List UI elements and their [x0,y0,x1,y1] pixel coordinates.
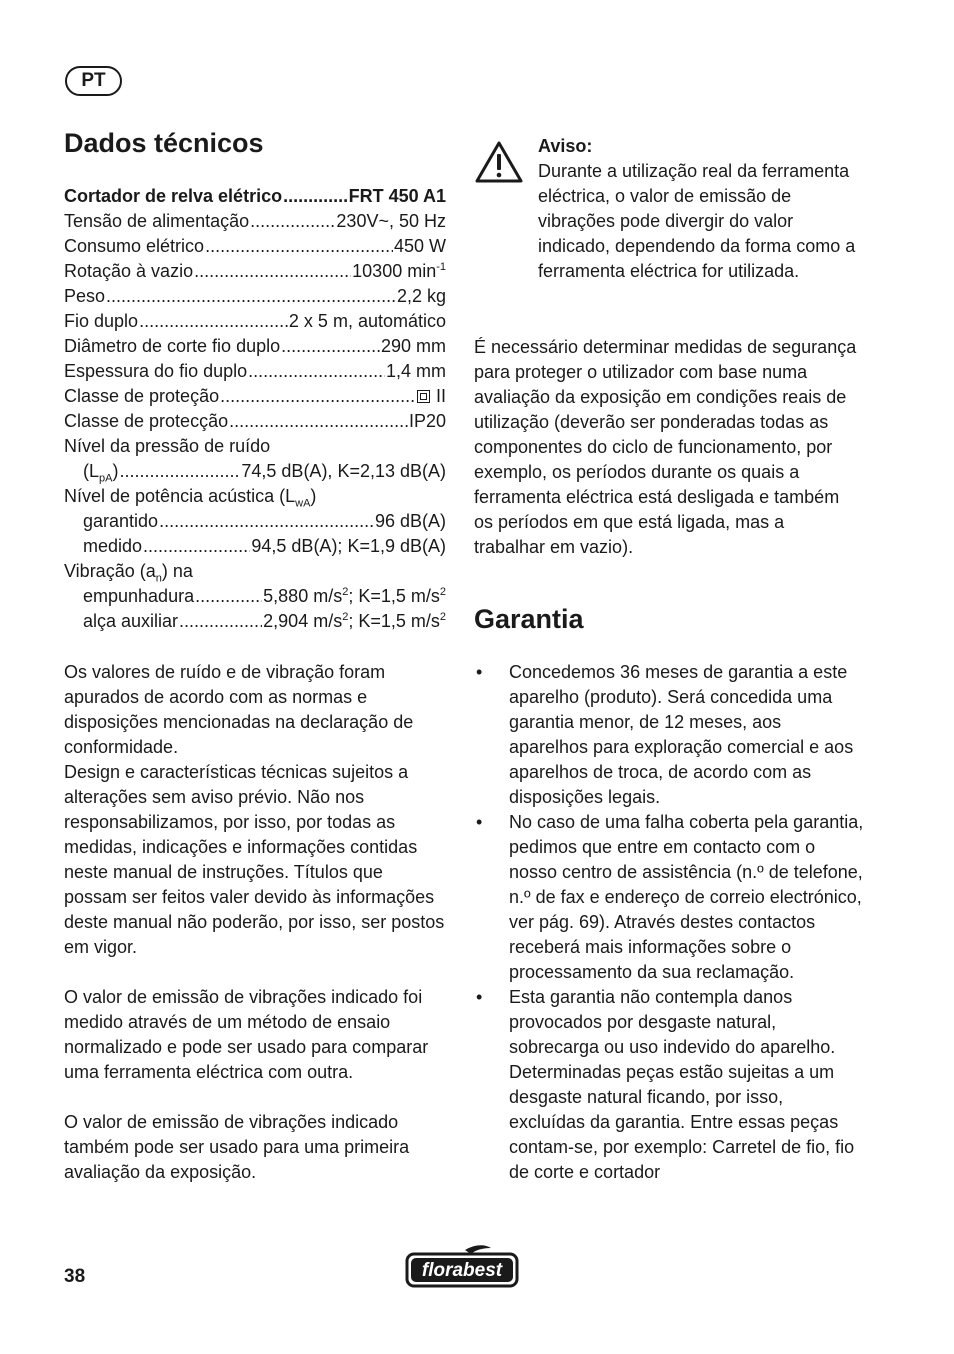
spec-row-thickness [64,359,446,384]
paragraph-design-changes: Design e características técnicas sujeitos a alterações sem aviso prévio. Não nos responsabilizamos, por isso, por todas as medidas, indicações e informações contidas neste manual de instruções. Títulos que possam ser feitos valer devido às informações deste manual não poderão, por isso, ser postos em vigor. [64,762,445,957]
spec-label: $(L_{pA})$ [83,461,119,485]
spec-label: Classe de proteção [64,386,220,406]
spec-label: Consumo elétrico [64,236,205,256]
spec-row-ip-class [64,409,446,434]
language-badge: PT [65,66,122,96]
spec-row-product [64,184,446,209]
spec-row-handle [64,584,446,609]
warning-triangle-icon [474,140,524,184]
spec-row-aux-handle [64,609,446,634]
paragraph-vibration-emission: O valor de emissão de vibrações indicado foi medido através de um método de ensaio normalizado e pode ser usado para comparar uma ferramenta eléctrica com outra. [64,987,429,1082]
spec-label: Tensão de alimentação [64,211,250,231]
spec-value: 2 x 5 m, automático [288,311,446,331]
list-item: • No caso de uma falha coberta pela garantia, pedimos que entre em contacto com o nosso centro de assistência (n.º de telefone, n.º de fax e endereço de correio electrónico, ver pág. 69). Através destes contactos receberá mais informações sobre o processamento da sua reclamação. [476,812,864,982]
paragraph-vibration-exposure: O valor de emissão de vibrações indicado também pode ser usado para uma primeira avaliação da exposição. [64,1112,410,1182]
spec-row-weight [64,284,446,309]
spec-list [64,184,446,634]
spec-heading-sound-power: Nível de potência acústica $(L_{wA})$ [64,486,317,510]
protection-class-ii-icon [417,390,430,403]
spec-label: Fio duplo [64,311,139,331]
list-item: • Esta garantia não contempla danos provocados por desgaste natural, sobrecarga ou uso indevido do aparelho. Determinadas peças estão sujeitas a um desgaste natural ficando, por isso, excluídas da garantia. Entre essas peças contam-se, por exemplo: Carretel de fio, fio de corte e cortador [476,987,855,1182]
spec-label: empunhadura [83,586,195,606]
warranty-title: Garantia [474,604,584,634]
spec-label: Diâmetro de corte fio duplo [64,336,281,356]
spec-value: 10300 $\min^{-1}$ [352,261,446,281]
spec-value: 94,5 dB(A); K=1,9 dB(A) [251,536,446,556]
spec-value: 2,904 $m/s^2$; K=1,5 $m/s^2$ [263,611,446,631]
spec-value: II [417,384,446,409]
spec-label: Classe de protecção [64,411,229,431]
spec-heading-sound-pressure: Nível da pressão de ruído [64,436,271,456]
spec-label: medido [83,536,143,556]
bullet-icon: • [476,662,483,682]
spec-value: 5,880 $m/s^2$; K=1,5 $m/s^2$ [263,586,446,606]
florabest-logo [405,1244,519,1290]
spec-label: Cortador de relva elétrico [64,186,283,206]
spec-row-protection-class [64,384,446,409]
warning-text: Durante a utilização real da ferramenta eléctrica, o valor de emissão de vibrações pode divergir do valor indicado, dependendo da forma como a ferramenta eléctrica for utilizada. [538,161,856,281]
spec-value: 96 dB(A) [374,511,446,531]
spec-value: 74,5 dB(A), K=2,13 dB(A) [241,461,446,481]
spec-row-power [64,234,446,259]
spec-label: garantido [83,511,159,531]
spec-row-speed [64,259,446,284]
spec-value: 230V~, 50 Hz [336,211,446,231]
spec-value: IP20 [408,411,446,431]
spec-value: 2,2 kg [396,286,446,306]
list-item: • Concedemos 36 meses de garantia a este aparelho (produto). Será concedida uma garantia menor, de 12 meses, aos aparelhos para exploração comercial e aos aparelhos de troca, de acordo com as disposições legais. [476,662,854,807]
spec-label: Rotação à vazio [64,261,194,281]
spec-label: Peso [64,286,106,306]
spec-value: FRT 450 A1 [348,186,446,206]
paragraph-safety-measures: É necessário determinar medidas de segurança para proteger o utilizador com base numa avaliação da exposição em condições reais de utilização (deverão ser ponderadas todas as componentes do ciclo de funcionamento, por exemplo, os períodos durante os quais a ferramenta eléctrica está desligada e também os períodos em que está ligada, mas a trabalhar em vazio). [474,337,857,557]
warranty-list [474,660,864,1185]
bullet-icon: • [476,987,483,1007]
spec-row-line [64,309,446,334]
page-number: 38 [64,1266,86,1287]
technical-data-title: Dados técnicos [64,128,264,158]
spec-value: 450 W [393,236,446,256]
spec-value: 290 mm [380,336,446,356]
spec-row-voltage [64,209,446,234]
bullet-icon: • [476,812,483,832]
spec-value: 1,4 mm [385,361,446,381]
spec-row-measured [64,534,446,559]
spec-label: alça auxiliar [83,611,179,631]
paragraph-noise-vibration: Os valores de ruído e de vibração foram apurados de acordo com as normas e disposições mencionadas na declaração de conformidade. [64,662,414,757]
warning-title: Aviso: [538,136,593,156]
spec-label: Espessura do fio duplo [64,361,248,381]
spec-row-guaranteed [64,509,446,534]
spec-row-diameter [64,334,446,359]
spec-row-sound-pressure [64,459,446,484]
svg-text:florabest: florabest [421,1260,503,1281]
spec-heading-vibration: Vibração $(a_n)$ na [64,561,193,585]
